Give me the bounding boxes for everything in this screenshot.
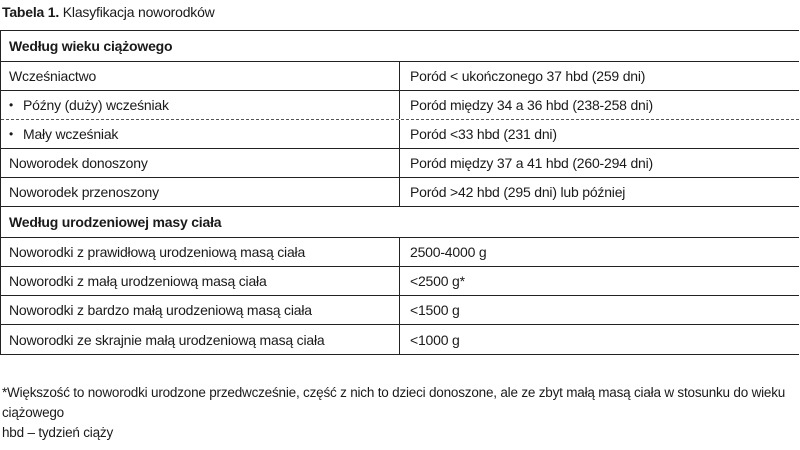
row-label-text: Noworodek donoszony	[9, 155, 148, 171]
table-row	[1, 149, 799, 178]
row-value: <1000 g	[410, 331, 460, 348]
table-row	[1, 325, 799, 354]
row-value: Poród <33 hbd (231 dni)	[410, 126, 557, 142]
table-row	[1, 91, 799, 120]
table-row	[1, 238, 799, 267]
section-header-birth-weight	[1, 207, 799, 238]
row-label	[1, 91, 400, 119]
table-footnotes	[2, 383, 798, 443]
row-value: <2500 g*	[410, 273, 465, 289]
table-row	[1, 178, 799, 207]
bullet-icon: •	[9, 98, 14, 112]
row-value: Poród między 37 a 41 hbd (260-294 dni)	[410, 155, 654, 171]
row-label-text: Mały wcześniak	[23, 126, 119, 142]
row-label-text: Wcześniactwo	[9, 68, 97, 84]
row-label	[1, 267, 400, 295]
row-label-text: Noworodki z małą urodzeniową masą ciała	[9, 273, 267, 289]
table-row	[1, 296, 799, 325]
row-label	[1, 178, 400, 206]
table-row	[1, 267, 799, 296]
row-value: Poród >42 hbd (295 dni) lub później	[410, 184, 626, 200]
table-caption	[2, 2, 215, 22]
section-header-gestational-age	[1, 31, 799, 62]
bullet-icon: •	[9, 127, 14, 141]
row-value: <1500 g	[410, 302, 460, 318]
row-value: Poród między 34 a 36 hbd (238-258 dni)	[410, 97, 654, 113]
row-label	[1, 120, 400, 148]
row-label-text: Późny (duży) wcześniak	[23, 97, 169, 113]
row-label	[1, 238, 400, 266]
classification-table	[0, 30, 799, 355]
table-label: Tabela 1.	[2, 4, 60, 20]
row-label-text: Noworodek przenoszony	[9, 184, 159, 200]
footnote-abbreviation: hbd – tydzień ciąży	[2, 425, 114, 440]
section-heading: Według wieku ciążowego	[9, 38, 173, 54]
table-title: Klasyfikacja noworodków	[62, 4, 215, 20]
row-label	[1, 325, 400, 354]
footnote-asterisk: *Większość to noworodki urodzone przedwcześnie, część z nich to dzieci donoszone, ale ze zbyt małą masą ciała w stosunku do wieku ciążowego	[2, 385, 786, 420]
row-label-text: Noworodki ze skrajnie małą urodzeniową masą ciała	[9, 331, 325, 348]
table-row	[1, 120, 799, 149]
table-row	[1, 62, 799, 91]
row-value: 2500-4000 g	[410, 244, 487, 260]
row-value: Poród < ukończonego 37 hbd (259 dni)	[410, 68, 646, 84]
section-heading: Według urodzeniowej masy ciała	[9, 214, 222, 230]
row-label-text: Noworodki z bardzo małą urodzeniową masą ciała	[9, 302, 312, 318]
row-label	[1, 62, 400, 90]
row-label	[1, 149, 400, 177]
row-label	[1, 296, 400, 324]
row-label-text: Noworodki z prawidłową urodzeniową masą ciała	[9, 244, 306, 260]
